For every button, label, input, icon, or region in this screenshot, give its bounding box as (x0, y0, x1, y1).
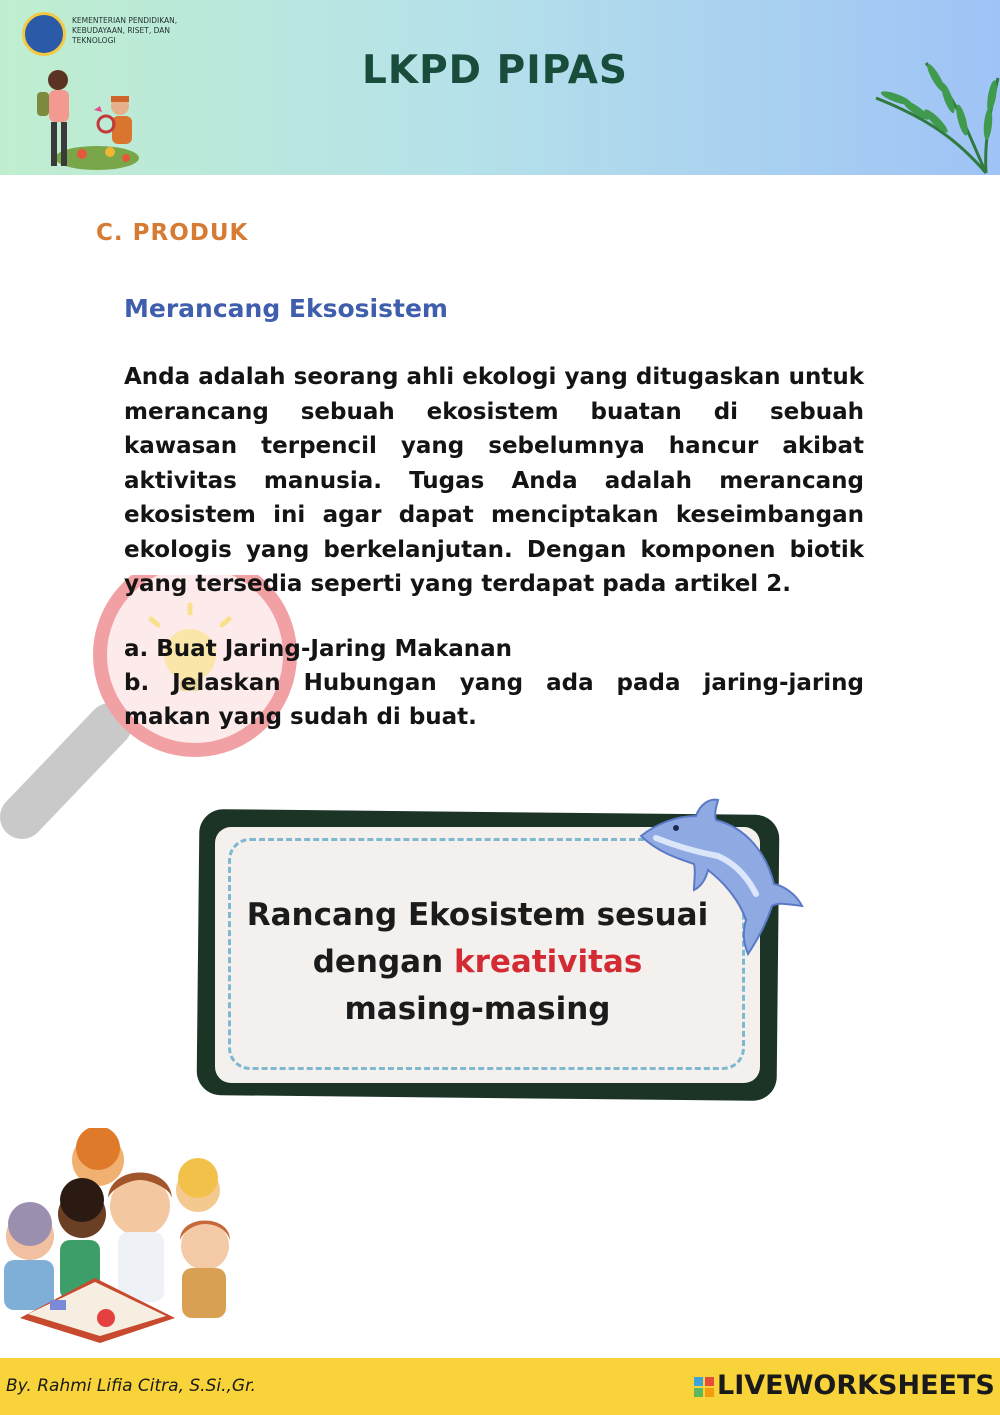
task-paragraph: Anda adalah seorang ahli ekologi yang ditugaskan untuk merancang sebuah ekosistem buatan di sebuah kawasan terpencil yang sebelumnya hancur akibat aktivitas manusia. Tugas Anda adalah merancang ekosistem ini agar dapat menciptakan keseimbangan ekologis yang berkelanjutan. Dengan komponen biotik yang tersedia seperti yang terdapat pada artikel 2. (124, 364, 864, 597)
palm-leaves-icon (866, 58, 1000, 175)
liveworksheets-brand[interactable]: LIVEWORKSHEETS (717, 1370, 995, 1401)
task-item-b: b. Jelaskan Hubungan yang ada pada jaring-jaring makan yang sudah di buat. (124, 670, 864, 730)
card-line-1: Rancang Ekosistem sesuai (246, 897, 709, 933)
card-line-3: masing-masing (344, 991, 611, 1027)
children-reading-illustration (0, 1128, 245, 1348)
card-highlight-word: kreativitas (453, 944, 643, 980)
kids-exploring-illustration (22, 66, 172, 176)
task-list (124, 632, 864, 734)
liveworksheets-logo-icon (694, 1377, 714, 1397)
author-credit: By. Rahmi Lifia Citra, S.Si.,Gr. (6, 1376, 256, 1396)
task-item-a: a. Buat Jaring-Jaring Makanan (124, 636, 513, 662)
section-label: C. PRODUK (96, 220, 249, 246)
ministry-name: KEMENTERIAN PENDIDIKAN, KEBUDAYAAN, RISET, DAN TEKNOLOGI (72, 16, 178, 45)
activity-subtitle: Merancang Eksosistem (124, 294, 448, 323)
dolphin-icon (636, 794, 806, 974)
card-line-2-prefix: dengan (312, 944, 454, 980)
page-title: LKPD PIPAS (362, 48, 628, 93)
